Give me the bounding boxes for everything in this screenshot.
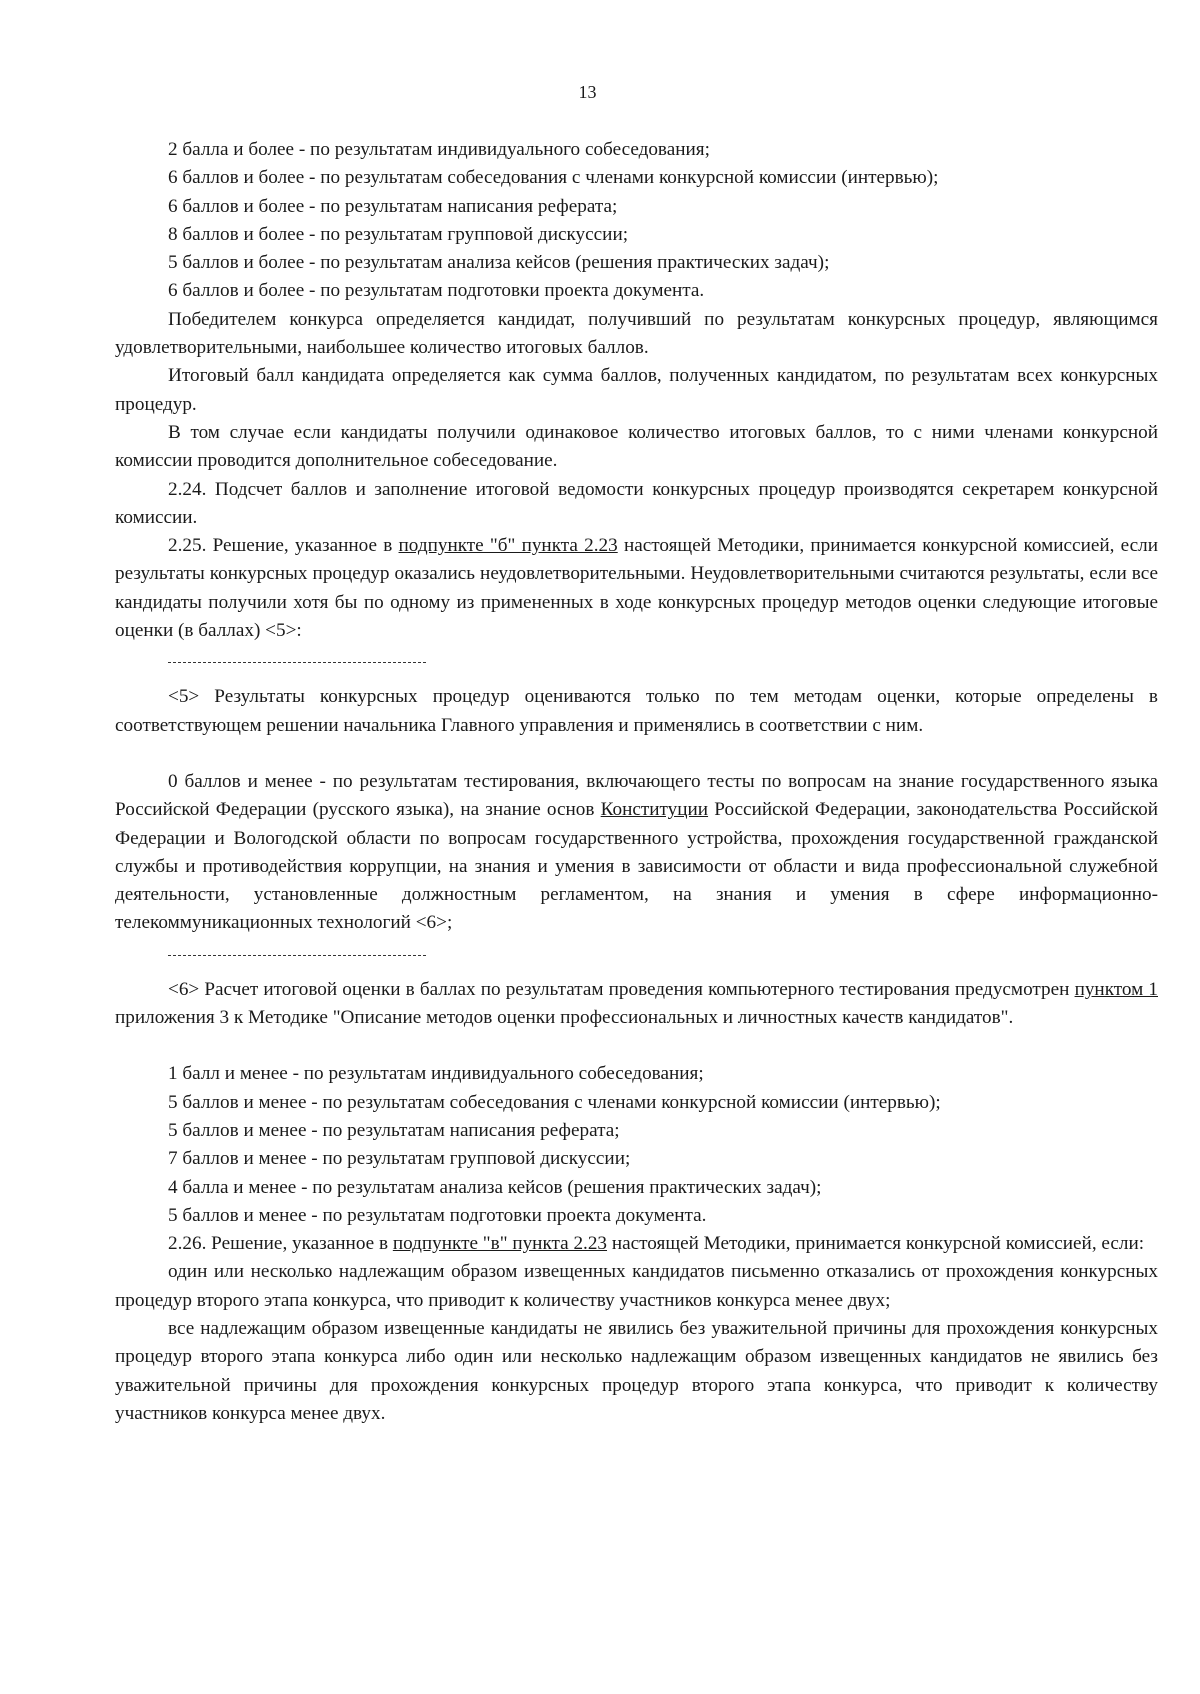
footnote-5: <5> Результаты конкурсных процедур оцениваются только по тем методам оценки, которые определены в соответствующем решении начальника Главного управления и применялись в соответствии с ним. [115,686,1158,736]
paragraph: все надлежащим образом извещенные кандидаты не явились без уважительной причины для прохождения конкурсных процедур второго этапа конкурса либо один или несколько надлежащим образом извещенных кандидатов не явились без уважительной причины для прохождения конкурсных процедур второго этапа конкурса, что приводит к количеству участников конкурса менее двух. [115,1317,1158,1424]
paragraph: В том случае если кандидаты получили одинаковое количество итоговых баллов, то с ними членами конкурсной комиссии проводится дополнительное собеседование. [115,421,1158,472]
text-segment: 0 баллов и менее - по результатам тестирования, включающего тесты по вопросам на знание государственного языка Российской Федерации (русского языка), на знание основ [115,770,1158,821]
paragraph: один или несколько надлежащим образом извещенных кандидатов письменно отказались от прохождения конкурсных процедур второго этапа конкурса, что приводит к количеству участников конкурса менее двух; [115,1261,1158,1311]
document-body [115,136,1158,1428]
text-segment: приложения 3 к Методике "Описание методов оценки профессиональных и личностных качеств кандидатов". [115,1007,1014,1029]
text-segment: 2.25. Решение, указанное в [168,535,399,557]
paragraph: 7 баллов и менее - по результатам групповой дискуссии; [168,1148,631,1170]
footnote-separator [168,955,426,956]
reference-link[interactable]: подпункте "б" пункта 2.23 [398,535,618,557]
paragraph: Итоговый балл кандидата определяется как сумма баллов, полученных кандидатом, по результатам всех конкурсных процедур. [115,365,1158,415]
paragraph: 1 балл и менее - по результатам индивидуального собеседования; [168,1063,704,1085]
paragraph-2-25 [115,532,1158,645]
paragraph-2-26 [115,1230,1158,1258]
text-segment: <6> Расчет итоговой оценки в баллах по результатам проведения компьютерного тестирования предусмотрен [168,978,1075,1000]
reference-link[interactable]: пунктом 1 [1074,978,1158,1000]
paragraph: 6 баллов и более - по результатам подготовки проекта документа. [168,280,705,302]
spacer [115,740,1158,768]
paragraph: 6 баллов и более - по результатам написания реферата; [168,195,618,217]
reference-link[interactable]: Конституции [600,799,709,821]
paragraph: 2 балла и более - по результатам индивидуального собеседования; [168,139,710,160]
paragraph-zero-points [115,768,1158,938]
page-number: 13 [578,82,597,102]
paragraph: Победителем конкурса определяется кандидат, получивший по результатам конкурсных процедур, являющимся удовлетворительными, наибольшее количество итоговых баллов. [115,308,1158,359]
text-segment: 2.26. Решение, указанное в [168,1233,393,1255]
paragraph: 6 баллов и более - по результатам собеседования с членами конкурсной комиссии (интервью); [168,167,939,189]
spacer [115,1032,1158,1060]
footnote-6 [115,976,1158,1033]
text-segment: Российской Федерации, законодательства Российской Федерации и Вологодской области по вопросам государственного устройства, прохождения государственной гражданской службы и противодействия коррупции, на знания и умения в зависимости от области и вида профессиональной служебной деятельности, установленные должностным регламентом, на знания и умения в сфере информационно-телекоммуникационных технологий <6>; [115,799,1158,934]
paragraph: 2.24. Подсчет баллов и заполнение итоговой ведомости конкурсных процедур производятся секретарем конкурсной комиссии. [115,478,1158,528]
paragraph: 5 баллов и менее - по результатам подготовки проекта документа. [168,1204,707,1226]
paragraph: 5 баллов и менее - по результатам написания реферата; [168,1119,620,1141]
paragraph: 4 балла и менее - по результатам анализа кейсов (решения практических задач); [168,1176,822,1198]
paragraph: 8 баллов и более - по результатам групповой дискуссии; [168,223,629,245]
paragraph: 5 баллов и менее - по результатам собеседования с членами конкурсной комиссии (интервью); [168,1091,941,1113]
text-segment: настоящей Методики, принимается конкурсной комиссией, если результаты конкурсных процедур оказались неудовлетворительными. Неудовлетворительными считаются результаты, если все кандидаты получили хотя бы по одному из примененных в ходе конкурсных процедур методов оценки следующие итоговые оценки (в баллах) <5>: [115,535,1159,642]
paragraph: 5 баллов и более - по результатам анализа кейсов (решения практических задач); [168,252,830,274]
footnote-separator [168,662,426,663]
text-segment: настоящей Методики, принимается конкурсной комиссией, если: [607,1233,1145,1255]
reference-link[interactable]: подпункте "в" пункта 2.23 [392,1233,608,1255]
